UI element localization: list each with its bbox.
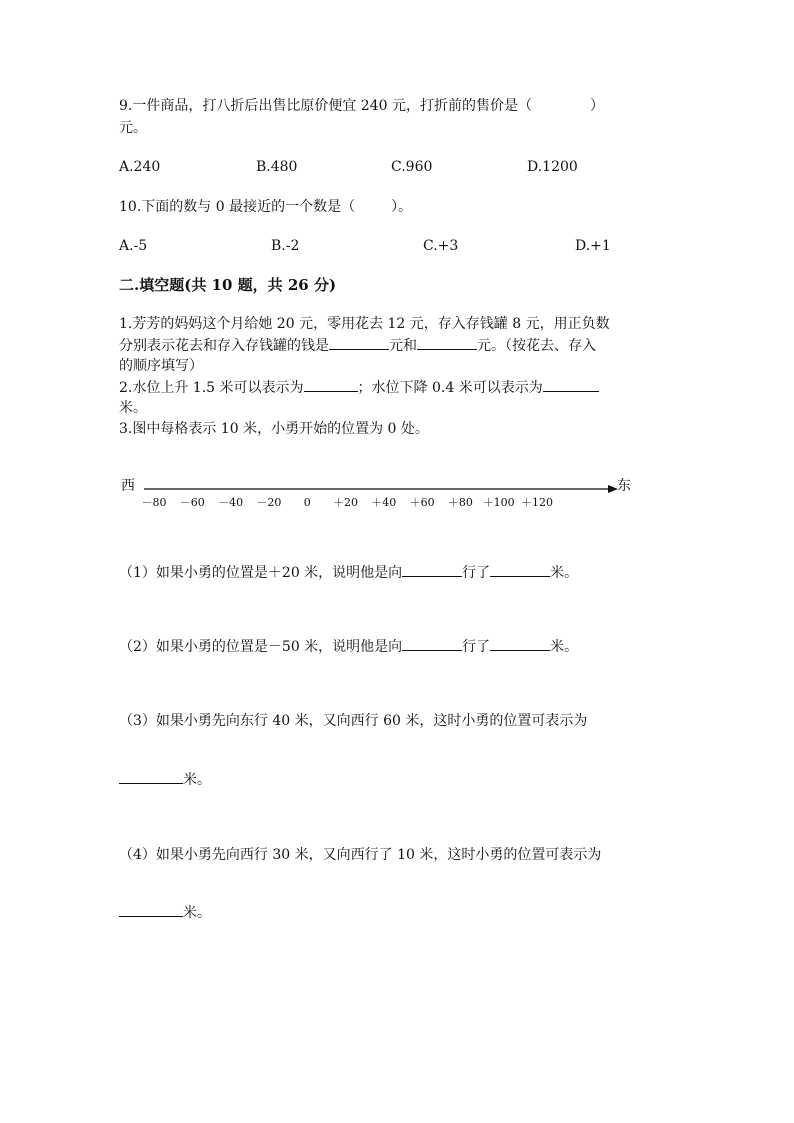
sub1-end: 米。 — [550, 565, 579, 581]
sub2-blank-direction[interactable] — [402, 636, 462, 651]
f3-line1: 3.图中每格表示 10 米，小勇开始的位置为 0 处。 — [119, 421, 429, 437]
sub4-unit: 米。 — [183, 905, 211, 921]
f1-line3: 的顺序填写） — [119, 358, 203, 374]
q9-option-c[interactable]: C.960 — [391, 159, 433, 175]
f3-sub1 — [119, 562, 578, 583]
f2-text-b: ；水位下降 0.4 米可以表示为 — [357, 380, 543, 396]
tick-label: －80 — [141, 496, 167, 509]
number-line — [110, 470, 650, 520]
f1-blank-spend[interactable] — [329, 335, 389, 350]
sub1-blank-direction[interactable] — [402, 562, 462, 577]
f1-line2-mid: 元和 — [389, 338, 417, 354]
q10-stem: 10.下面的数与 0 最接近的一个数是（ — [119, 199, 356, 215]
f1-blank-save[interactable] — [417, 335, 477, 350]
q10-line — [119, 197, 412, 217]
sub1-mid: 行了 — [462, 565, 491, 581]
q9-line2: 元。 — [119, 120, 147, 136]
tick-label: ＋20 — [333, 496, 358, 509]
sub2-blank-distance[interactable] — [490, 636, 550, 651]
q9-option-d[interactable]: D.1200 — [527, 159, 578, 175]
f2-blank-drop[interactable] — [543, 377, 599, 392]
tick-label: －20 — [256, 496, 282, 509]
section2-title: 二.填空题(共 10 题，共 26 分) — [119, 276, 337, 294]
q10-paren-close: ）。 — [391, 199, 413, 215]
f1-line2-end: 元。（按花去、存入 — [477, 338, 596, 354]
tick-label: ＋100 — [482, 496, 515, 509]
f2-line1 — [119, 377, 599, 398]
f2-text-a: 2.水位上升 1.5 米可以表示为 — [119, 380, 304, 396]
q9-option-a[interactable]: A.240 — [119, 159, 161, 175]
q10-option-d[interactable]: D.+1 — [575, 238, 611, 254]
f1-line2-text: 分别表示花去和存入存钱罐的钱是 — [119, 338, 329, 354]
sub3-unit: 米。 — [183, 772, 211, 788]
tick-label: 0 — [303, 496, 311, 509]
f3-sub2 — [119, 636, 578, 657]
tick-label: －40 — [218, 496, 244, 509]
tick-group — [142, 496, 554, 509]
q9-option-b[interactable]: B.480 — [256, 159, 298, 175]
q9-paren-close: ） — [589, 98, 604, 114]
sub2-text: （2）如果小勇的位置是－50 米，说明他是向 — [119, 639, 403, 655]
sub2-end: 米。 — [550, 639, 579, 655]
q9-line1 — [119, 96, 604, 116]
sub4-blank[interactable] — [119, 902, 183, 917]
f3-sub4: （4）如果小勇先向西行 30 米，又向西行了 10 米，这时小勇的位置可表示为 — [119, 847, 602, 863]
f2-line2: 米。 — [119, 400, 147, 416]
tick-label: ＋40 — [371, 496, 397, 509]
sub1-text: （1）如果小勇的位置是＋20 米，说明他是向 — [119, 565, 403, 581]
f3-sub4-answer — [119, 902, 211, 923]
q10-option-c[interactable]: C.+3 — [423, 238, 459, 254]
west-label: 西 — [121, 478, 135, 494]
f2-blank-rise[interactable] — [304, 377, 358, 392]
east-label: 东 — [617, 478, 631, 494]
f3-sub3-answer — [119, 769, 211, 790]
q10-option-a[interactable]: A.-5 — [119, 238, 148, 254]
f1-line2 — [119, 335, 596, 356]
q10-option-b[interactable]: B.-2 — [271, 238, 300, 254]
tick-label: ＋60 — [409, 496, 435, 509]
sub3-blank[interactable] — [119, 769, 183, 784]
f3-sub3: （3）如果小勇先向东行 40 米，又向西行 60 米，这时小勇的位置可表示为 — [119, 713, 588, 729]
tick-label: ＋80 — [447, 496, 473, 509]
sub1-blank-distance[interactable] — [490, 562, 550, 577]
f1-line1: 1.芳芳的妈妈这个月给她 20 元，零用花去 12 元，存入存钱罐 8 元，用正负数 — [119, 316, 610, 332]
q9-stem: 9.一件商品，打八折后出售比原价便宜 240 元，打折前的售价是（ — [119, 98, 532, 114]
tick-label: ＋120 — [521, 496, 553, 509]
sub2-mid: 行了 — [462, 639, 491, 655]
tick-label: －60 — [179, 496, 205, 509]
